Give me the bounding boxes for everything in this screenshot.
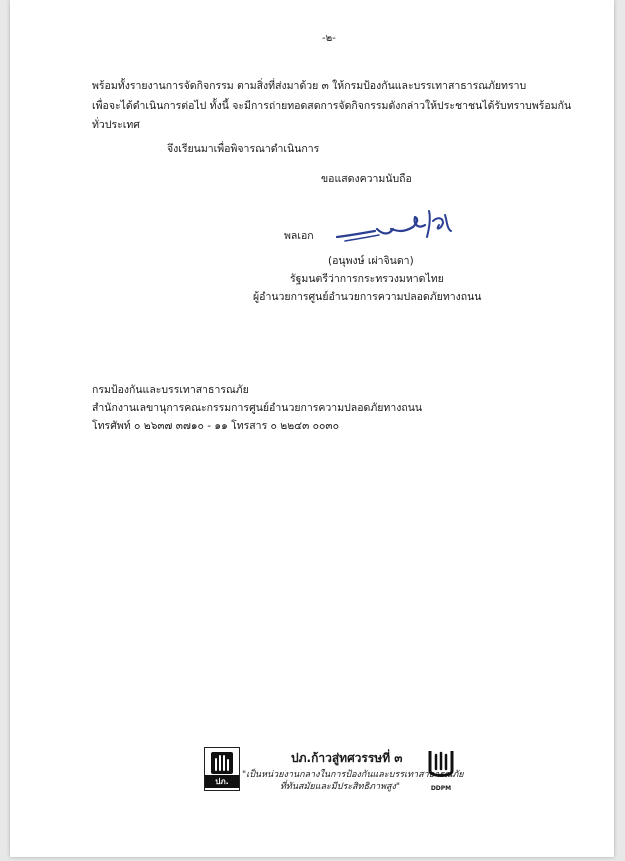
signature-position-1: รัฐมนตรีว่าการกระทรวงมหาดไทย	[290, 273, 444, 285]
contact-office: สำนักงานเลขานุการคณะกรรมการศูนย์อำนวยการความปลอดภัยทางถนน	[92, 402, 423, 414]
signature-name: (อนุพงษ์ เผ่าจินดา)	[328, 255, 414, 267]
hand-icon	[205, 748, 239, 778]
contact-phone: โทรศัพท์ ๐ ๒๖๓๗ ๓๗๑๐ - ๑๑ โทรสาร ๐ ๒๒๔๓ ๐๐๓๐	[92, 420, 340, 432]
body-line-2: เพื่อจะได้ดำเนินการต่อไป ทั้งนี้ จะมีการถ่ายทอดสดการจัดกิจกรรมดังกล่าวให้ประชาชนได้รับทราบพร้อมกัน	[92, 100, 572, 112]
body-line-3: ทั่วประเทศ	[92, 119, 140, 131]
ddpm-hand-logo	[204, 747, 240, 791]
logo-right-label: DDPM	[430, 785, 452, 792]
ddpm-emblem-icon	[426, 747, 456, 781]
document-page	[10, 0, 614, 857]
footer-title: ปภ.ก้าวสู่ทศวรรษที่ ๓	[291, 751, 403, 765]
ddpm-logo	[426, 747, 456, 791]
closing: ขอแสดงความนับถือ	[321, 173, 412, 185]
body-paragraph-2: จึงเรียนมาเพื่อพิจารณาดำเนินการ	[167, 143, 320, 155]
page-number: -๒-	[322, 33, 336, 44]
contact-department: กรมป้องกันและบรรเทาสาธารณภัย	[92, 384, 249, 396]
body-line-1: พร้อมทั้งรายงานการจัดกิจกรรม ตามสิ่งที่ส่งมาด้วย ๓ ให้กรมป้องกันและบรรเทาสาธารณภัยทราบ	[92, 80, 527, 92]
signature-rank: พลเอก	[284, 230, 314, 242]
signature-position-2: ผู้อำนวยการศูนย์อำนวยการความปลอดภัยทางถนน	[253, 291, 482, 303]
logo-left-label: ปภ.	[205, 775, 239, 788]
footer-subtitle-1: "เป็นหน่วยงานกลางในการป้องกันและบรรเทาสาธารณภัย	[242, 770, 464, 780]
signature-image	[333, 207, 463, 252]
footer-subtitle-2: ที่ทันสมัยและมีประสิทธิภาพสูง"	[280, 782, 401, 792]
